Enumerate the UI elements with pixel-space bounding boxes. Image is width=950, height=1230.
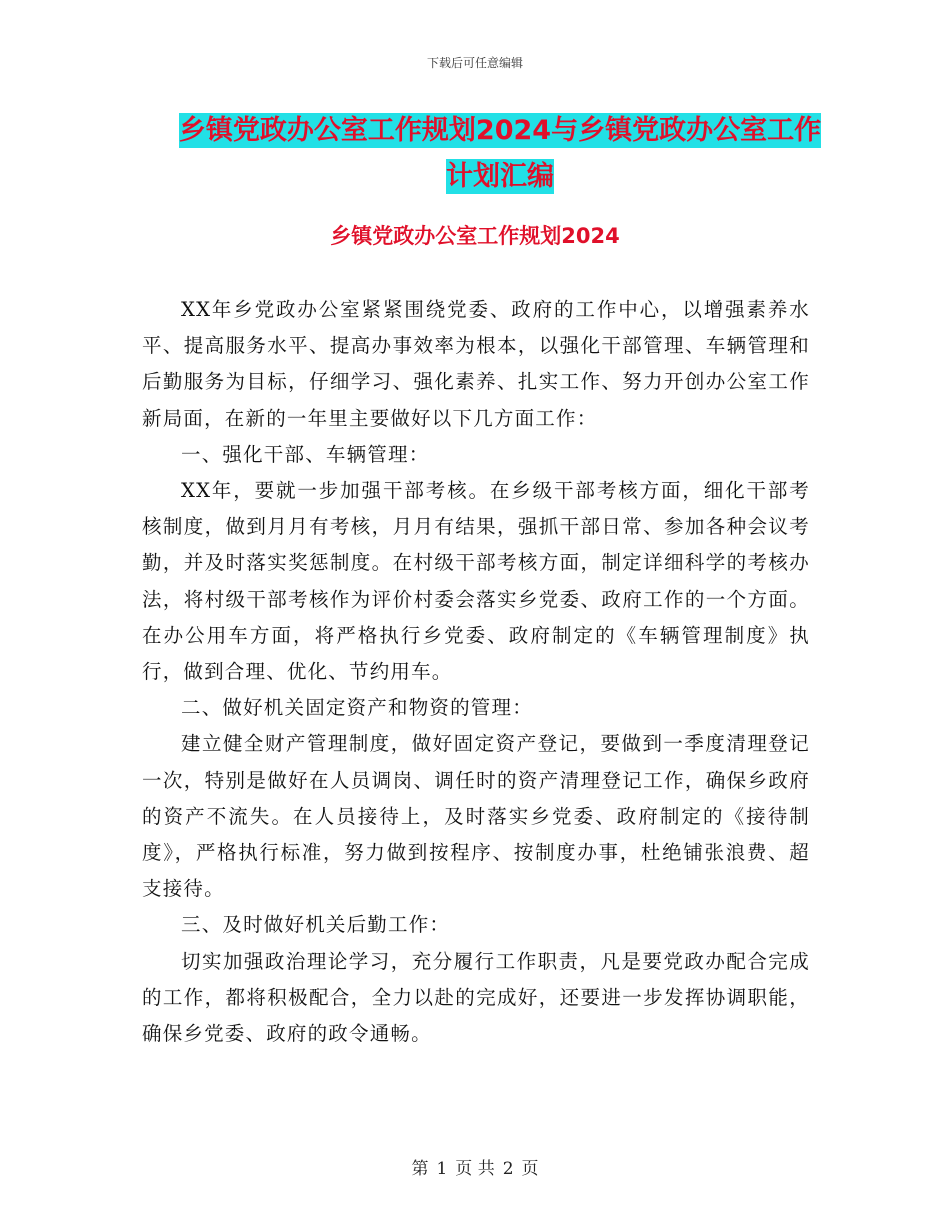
- heading-item-3: 三、及时做好机关后勤工作：: [181, 913, 451, 937]
- section-title: 乡镇党政办公室工作规划2024: [330, 224, 620, 248]
- document-body: [142, 292, 810, 1052]
- page-footer: [0, 1154, 950, 1179]
- footer-total-pages: 2: [502, 1159, 514, 1179]
- paragraph-item-2: 建立健全财产管理制度，做好固定资产登记，要做到一季度清理登记一次，特别是做好在人员调岗、调任时的资产清理登记工作，确保乡政府的资产不流失。在人员接待上，及时落实乡党委、政府制定的《接待制度》，严格执行标准，努力做到按程序、按制度办事，杜绝铺张浪费、超支接待。: [142, 732, 810, 901]
- footer-suffix: 页: [521, 1159, 539, 1179]
- footer-prefix: 第: [411, 1159, 429, 1179]
- heading-item-2: 二、做好机关固定资产和物资的管理：: [181, 696, 533, 720]
- paragraph-item-3: 切实加强政治理论学习，充分履行工作职责，凡是要党政办配合完成的工作，都将积极配合，全力以赴的完成好，还要进一步发挥协调职能，确保乡党委、政府的政令通畅。: [142, 949, 810, 1046]
- heading-item-1: 一、强化干部、车辆管理：: [181, 442, 430, 466]
- paragraph-item-1: XX年，要就一步加强干部考核。在乡级干部考核方面，细化干部考核制度，做到月月有考核，月月有结果，强抓干部日常、参加各种会议考勤，并及时落实奖惩制度。在村级干部考核方面，制定详细科学的考核办法，将村级干部考核作为评价村委会落实乡党委、政府工作的一个方面。在办公用车方面，将严格执行乡党委、政府制定的《车辆管理制度》执行，做到合理、优化、节约用车。: [142, 479, 810, 684]
- document-title-line-1: 乡镇党政办公室工作规划2024与乡镇党政办公室工作: [178, 115, 822, 146]
- paragraph-intro: XX年乡党政办公室紧紧围绕党委、政府的工作中心，以增强素养水平、提高服务水平、提高办事效率为根本，以强化干部管理、车辆管理和后勤服务为目标，仔细学习、强化素养、扎实工作、努力开创办公室工作新局面，在新的一年里主要做好以下几方面工作：: [142, 298, 810, 430]
- footer-middle: 页 共: [455, 1159, 495, 1179]
- footer-current-page: 1: [436, 1159, 448, 1179]
- document-title: [140, 108, 860, 200]
- document-title-line-2: 计划汇编: [446, 161, 554, 192]
- header-note: 下载后可任意编辑: [426, 56, 523, 70]
